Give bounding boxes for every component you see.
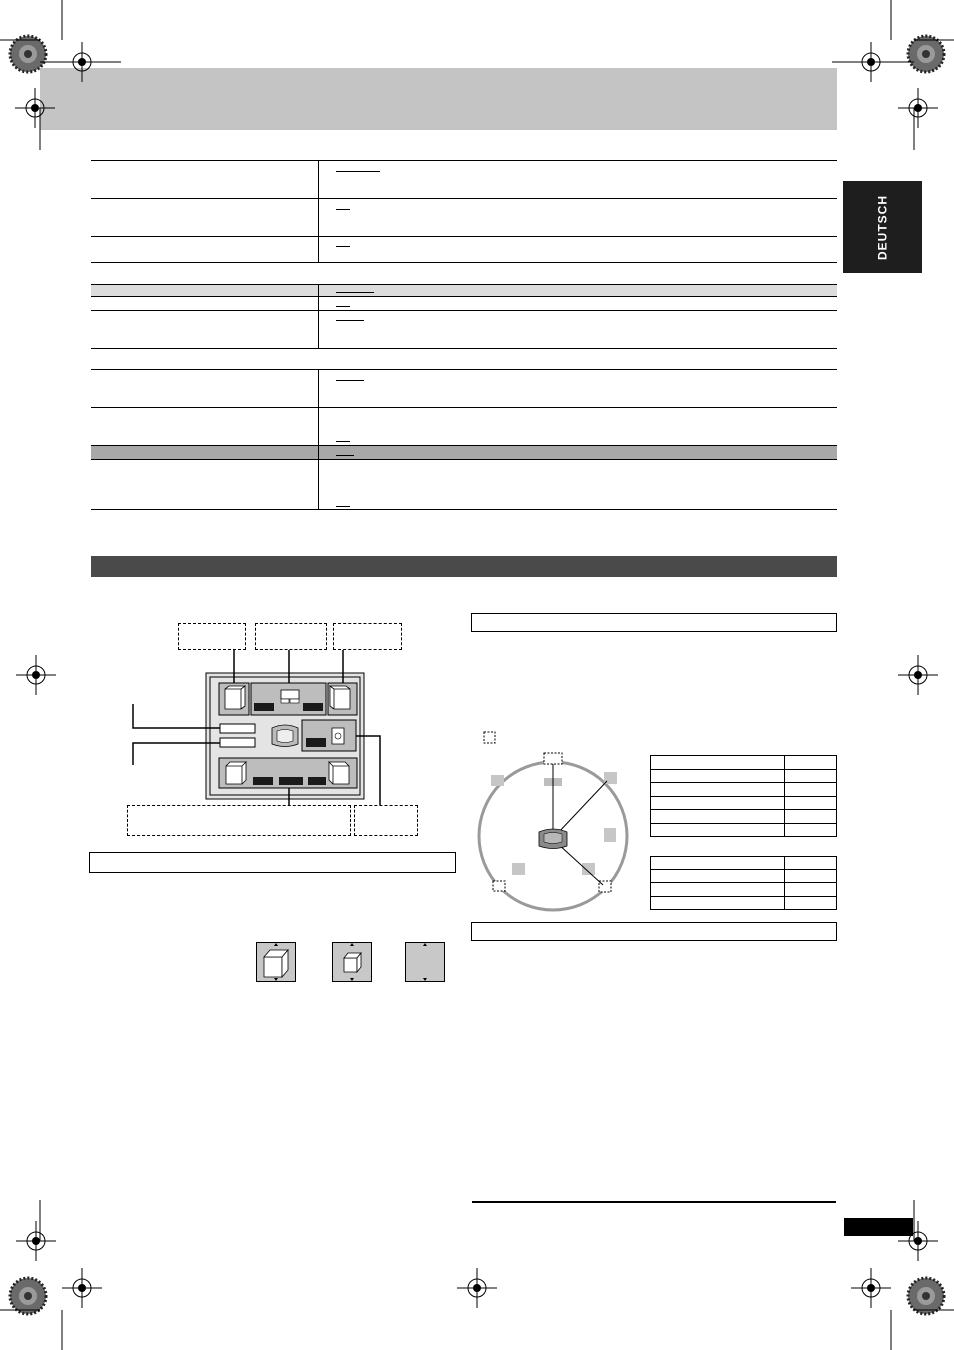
header-band — [40, 68, 837, 130]
subheading-box — [471, 922, 837, 941]
footer-rule — [472, 1201, 836, 1203]
language-tab — [843, 181, 922, 273]
distance-tables — [649, 754, 839, 914]
section-heading-bar — [91, 556, 837, 577]
speaker-large-icon — [256, 942, 296, 982]
table-row — [91, 284, 837, 296]
page-number-tab — [844, 1218, 913, 1236]
language-tab-label: DEUTSCH — [875, 194, 890, 260]
speaker-small-icon — [332, 942, 372, 982]
subheading-box — [471, 613, 837, 632]
speaker-screen-svg — [120, 645, 430, 815]
speaker-none-icon — [405, 942, 445, 982]
table-row — [91, 445, 837, 459]
speaker-distance-diagram — [475, 728, 635, 918]
subheading-box — [89, 852, 456, 873]
